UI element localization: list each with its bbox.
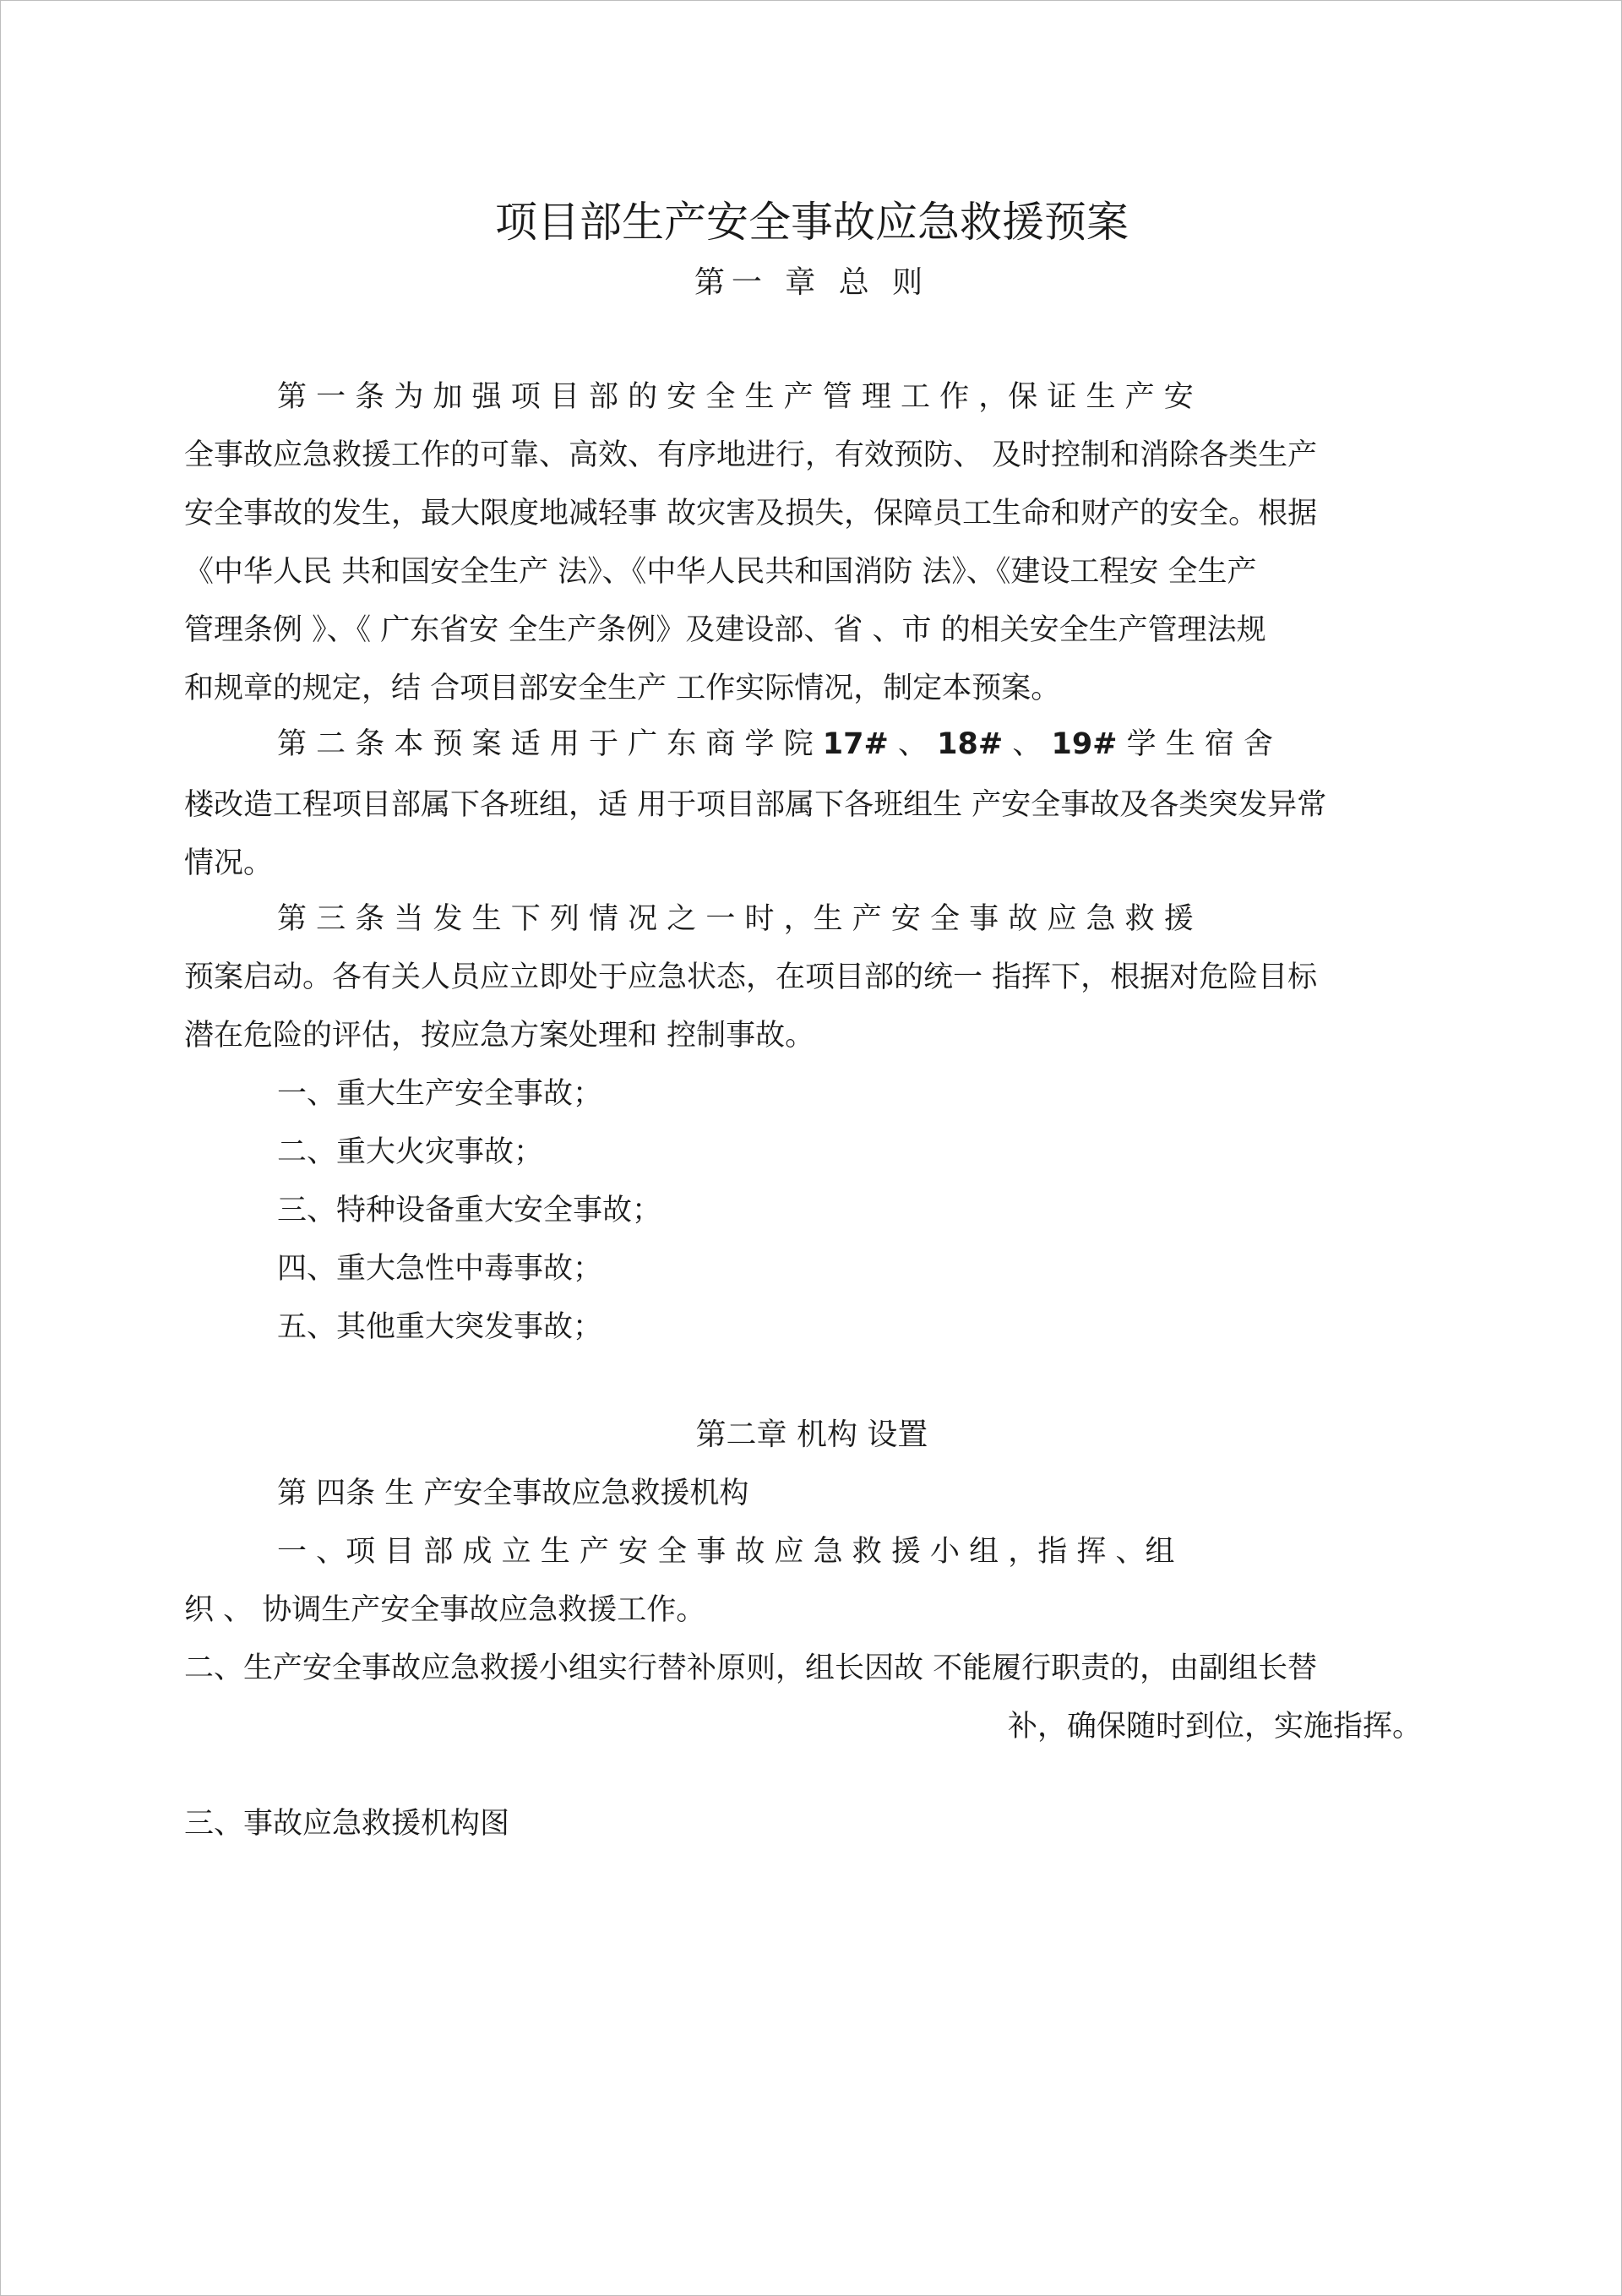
emergency-list-item: 三、特种设备重大安全事故；: [277, 1194, 662, 1227]
article1-line2: 全事故应急救援工作的可靠、高效、有序地进行，有效预防、 及时控制和消除各类生产: [184, 438, 1318, 472]
article4-p1-line1: 一 、项 目 部 成 立 生 产 安 全 事 故 应 急 救 援 小 组 ，指 挥 、组: [277, 1535, 1175, 1569]
article1-line6: 和规章的规定，结 合项目部安全生产 工作实际情况，制定本预案。: [184, 672, 1061, 705]
article4-p2-line2: 补，确保随时到位，实施指挥。: [1007, 1710, 1422, 1744]
article3-line3: 潜在危险的评估，按应急方案处理和 控制事故。: [184, 1019, 815, 1053]
document-title: 项目部生产安全事故应急救援预案: [495, 198, 1129, 247]
article2-prefix: 第 二 条 本 预 案 适 用 于 广 东 商 学 院: [277, 727, 814, 761]
article2-line2: 楼改造工程项目部属下各班组，适 用于项目部属下各班组生 产安全事故及各类突发异常: [184, 788, 1327, 822]
building-19-number: 19#: [1051, 727, 1118, 761]
chapter-two-heading: 第二章 机构 设置: [695, 1417, 928, 1452]
article2-line1: [277, 727, 1274, 761]
article4-p2-line1: 二、生产安全事故应急救援小组实行替补原则，组长因故 不能履行职责的，由副组长替: [184, 1651, 1318, 1685]
chapter-one-heading: 第一 章 总 则: [694, 265, 930, 300]
article3-line1: 第 三 条 当 发 生 下 列 情 况 之 一 时 ，生 产 安 全 事 故 应 急 救 援: [277, 902, 1194, 936]
article1-line1: 第 一 条 为 加 强 项 目 部 的 安 全 生 产 管 理 工 作 ，保 证 生 产 安: [277, 380, 1194, 414]
article1-line5: 管理条例 》、《 广东省安 全生产条例》及建设部、省 、市 的相关安全生产管理法规: [184, 613, 1266, 647]
article4-p1-line2: 织 、 协调生产安全事故应急救援工作。: [184, 1593, 706, 1627]
article2-separator-1: 、: [897, 727, 928, 761]
emergency-list-item: 一、重大生产安全事故；: [277, 1077, 603, 1111]
emergency-list-item: 二、重大火灾事故；: [277, 1135, 544, 1169]
article1-line3: 安全事故的发生，最大限度地减轻事 故灾害及损失，保障员工生命和财产的安全。根据: [184, 497, 1318, 530]
emergency-list-item: 四、重大急性中毒事故；: [277, 1252, 603, 1286]
article4-p3: 三、事故应急救援机构图: [184, 1807, 510, 1841]
article1-line4: 《中华人民 共和国安全生产 法》、《中华人民共和国消防 法》、《建设工程安 全生产: [184, 555, 1257, 589]
article2-suffix: 学 生 宿 舍: [1126, 727, 1274, 761]
article4-heading: 第 四条 生 产安全事故应急救援机构: [277, 1477, 749, 1510]
building-17-number: 17#: [822, 727, 889, 761]
article2-separator-2: 、: [1012, 727, 1042, 761]
article2-line3: 情况。: [184, 846, 274, 880]
article3-line2: 预案启动。各有关人员应立即处于应急状态，在项目部的统一 指挥下，根据对危险目标: [184, 960, 1318, 994]
building-18-number: 18#: [937, 727, 1004, 761]
emergency-list-item: 五、其他重大突发事故；: [277, 1310, 603, 1344]
